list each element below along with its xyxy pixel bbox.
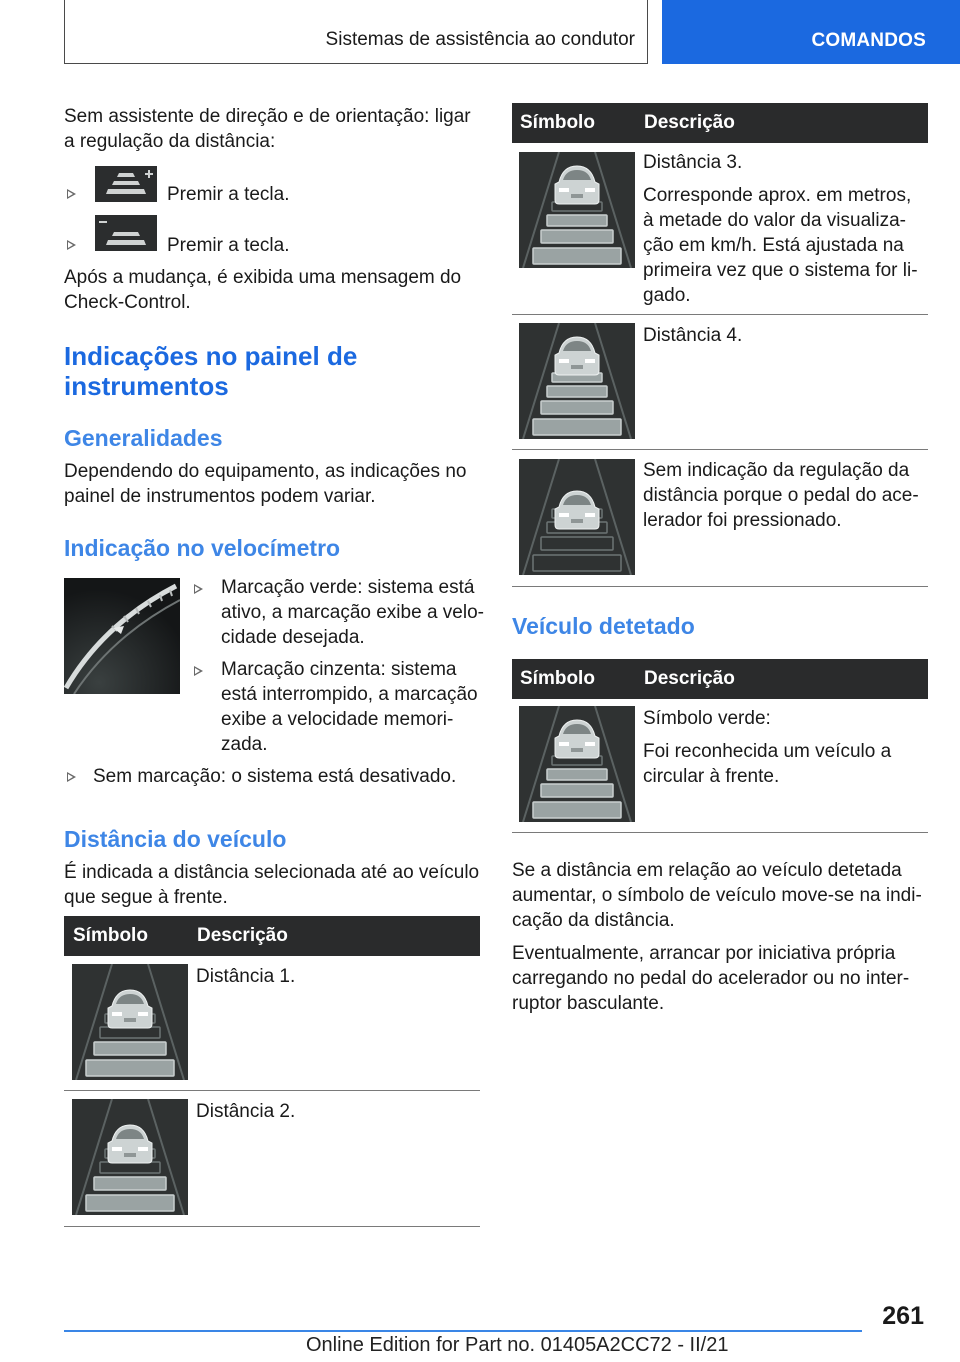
- distance-1-description: [196, 964, 295, 989]
- footer-divider: [64, 1330, 862, 1332]
- bullet-press-1: Premir a tecla.: [167, 184, 290, 205]
- no-regulation-symbol: [519, 459, 635, 575]
- intro-line: a regulação da distância:: [64, 131, 276, 152]
- distance-table-header: [64, 916, 480, 956]
- text-line: painel de instrumentos podem variar.: [64, 486, 376, 507]
- heading-speedometer: Indicação no velocímetro: [64, 535, 341, 561]
- general-text: [64, 459, 466, 509]
- col-description: Descrição: [644, 668, 735, 689]
- row-divider: [512, 314, 928, 315]
- text-line: gado.: [643, 285, 691, 306]
- distance-1-symbol: [72, 964, 188, 1080]
- intro-line: Sem assistente de direção e de orientação: ligar: [64, 106, 471, 127]
- bullet-triangle-icon: [67, 189, 76, 199]
- text-line: Check-Control.: [64, 292, 191, 313]
- text-line: Corresponde aprox. em metros,: [643, 185, 912, 206]
- row-divider: [64, 1090, 480, 1091]
- text-line: Distância 2.: [196, 1101, 296, 1122]
- text-line: carregando no pedal do acelerador ou no inter-: [512, 968, 910, 989]
- vehicle-detected-description: [643, 706, 891, 789]
- text-line: Após a mudança, é exibida uma mensagem do: [64, 267, 462, 288]
- text-line: lerador foi pressionado.: [643, 510, 842, 531]
- row-divider: [512, 832, 928, 833]
- distance-table-header-continued: [512, 103, 928, 143]
- col-symbol: Símbolo: [73, 925, 148, 946]
- text-line: Distância 3.: [643, 152, 743, 173]
- text-line: Distância 1.: [196, 966, 296, 987]
- intro-text: [64, 104, 471, 154]
- heading-line: instrumentos: [64, 371, 229, 401]
- text-line: à metade do valor da visualiza-: [643, 210, 906, 231]
- distance-3-symbol: [519, 152, 635, 268]
- heading-general: Generalidades: [64, 425, 223, 451]
- text-line: Distância 4.: [643, 325, 743, 346]
- col-description: Descrição: [197, 925, 288, 946]
- section-title: Sistemas de assistência ao condutor: [325, 29, 635, 50]
- speedo-bullet-grey: [221, 657, 478, 757]
- page-number: 261: [882, 1302, 924, 1330]
- no-regulation-description: [643, 458, 919, 533]
- col-symbol: Símbolo: [520, 112, 595, 133]
- text-line: Símbolo verde:: [643, 708, 771, 729]
- row-divider: [512, 449, 928, 450]
- text-line: cação da distância.: [512, 910, 675, 931]
- chapter-label: COMANDOS: [811, 30, 926, 51]
- text-line: Sem indicação da regulação da: [643, 460, 910, 481]
- bullet-press-2: Premir a tecla.: [167, 235, 290, 256]
- text-line: primeira vez que o sistema for li-: [643, 260, 918, 281]
- distance-text: [64, 860, 479, 910]
- vehicle-table-header: [512, 659, 928, 699]
- speedometer-image: [64, 578, 180, 694]
- bullet-triangle-icon: [194, 666, 203, 676]
- distance-3-description: [643, 150, 918, 308]
- heading-vehicle-detected: Veículo detetado: [512, 613, 695, 639]
- col-symbol: Símbolo: [520, 668, 595, 689]
- start-text: [512, 941, 909, 1016]
- row-divider: [512, 586, 928, 587]
- header-section-box: [64, 0, 648, 64]
- distance-4-symbol: [519, 323, 635, 439]
- distance-2-description: [196, 1099, 295, 1124]
- vehicle-detected-symbol: [519, 706, 635, 822]
- text-line: aumentar, o símbolo de veículo move-se na indi-: [512, 885, 922, 906]
- text-line: ção em km/h. Está ajustada na: [643, 235, 904, 256]
- text-line: Foi reconhecida um veículo a: [643, 741, 892, 762]
- text-line: É indicada a distância selecionada até ao veículo: [64, 862, 480, 883]
- text-line: Marcação verde: sistema está: [221, 577, 475, 598]
- distance-4-description: [643, 323, 742, 348]
- no-marking-text: Sem marcação: o sistema está desativado.: [93, 766, 457, 787]
- text-line: cidade desejada.: [221, 627, 365, 648]
- text-line: ativo, a marcação exibe a velo-: [221, 602, 484, 623]
- distance-change-text: [512, 858, 922, 933]
- text-line: está interrompido, a marcação: [221, 684, 478, 705]
- distance-2-symbol: [72, 1099, 188, 1215]
- bullet-triangle-icon: [67, 240, 76, 250]
- text-line: ruptor basculante.: [512, 993, 665, 1014]
- after-change-text: [64, 265, 461, 315]
- bullet-triangle-icon: [194, 584, 203, 594]
- text-line: que segue à frente.: [64, 887, 228, 908]
- heading-distance: Distância do veículo: [64, 826, 287, 852]
- text-line: zada.: [221, 734, 268, 755]
- distance-decrease-key-icon: [95, 215, 157, 251]
- bullet-triangle-icon: [67, 772, 76, 782]
- heading-indications: [64, 341, 357, 401]
- text-line: circular à frente.: [643, 766, 780, 787]
- text-line: Eventualmente, arrancar por iniciativa própria: [512, 943, 896, 964]
- text-line: Se a distância em relação ao veículo detetada: [512, 860, 902, 881]
- text-line: Dependendo do equipamento, as indicações no: [64, 461, 467, 482]
- edition-text: Online Edition for Part no. 01405A2CC72 - II/21: [306, 1334, 729, 1356]
- row-divider: [64, 1226, 480, 1227]
- heading-line: Indicações no painel de: [64, 341, 358, 371]
- text-line: exibe a velocidade memori-: [221, 709, 454, 730]
- chapter-tab[interactable]: [662, 0, 960, 64]
- col-description: Descrição: [644, 112, 735, 133]
- text-line: distância porque o pedal do ace-: [643, 485, 919, 506]
- distance-increase-key-icon: [95, 166, 157, 202]
- text-line: Marcação cinzenta: sistema: [221, 659, 457, 680]
- speedo-bullet-green: [221, 575, 484, 650]
